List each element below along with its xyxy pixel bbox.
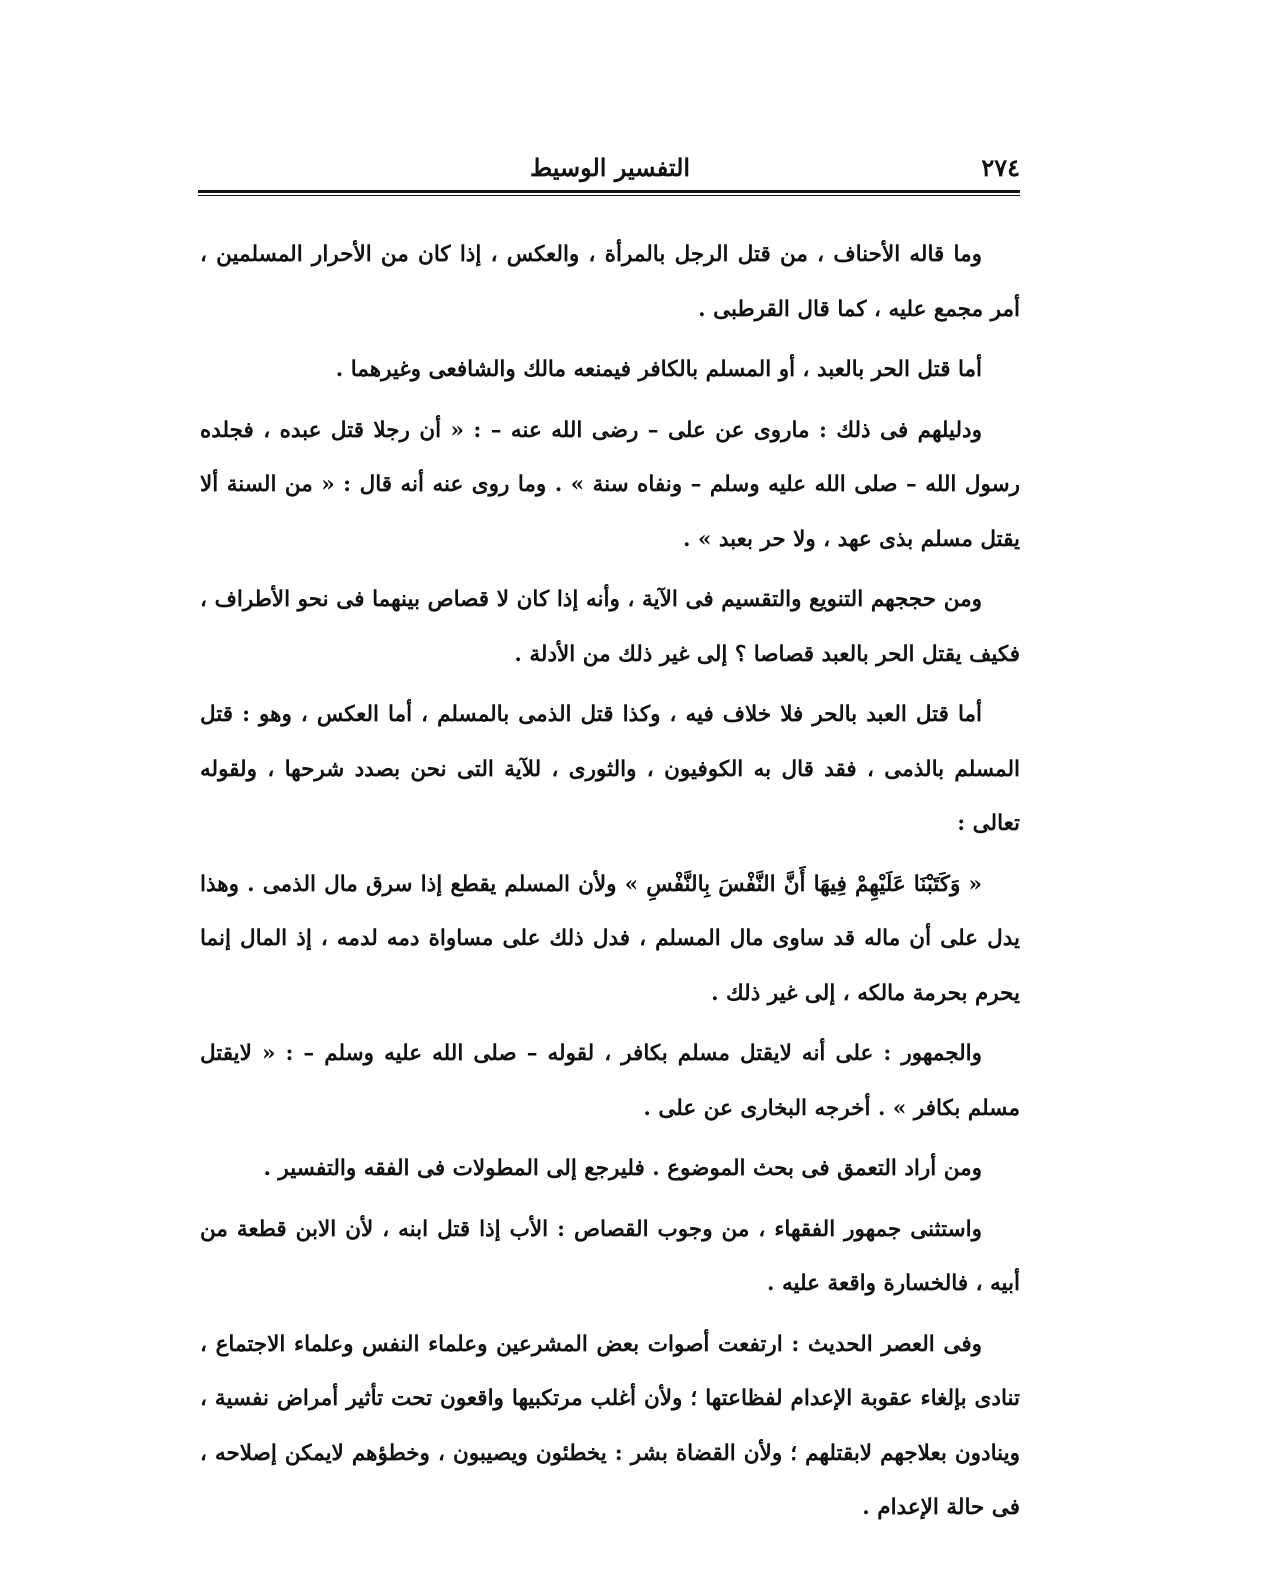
paragraph-9: واستثنى جمهور الفقهاء ، من وجوب القصاص : الأب إذا قتل ابنه ، لأن الابن قطعة من أبيه ، فالخسارة واقعة عليه . <box>200 1216 1020 1296</box>
page-body <box>200 228 1020 1542</box>
paragraph-8: ومن أراد التعمق فى بحث الموضوع . فليرجع إلى المطولات فى الفقه والتفسير . <box>263 1156 982 1181</box>
running-head <box>200 150 1020 186</box>
paragraph-4: ومن حججهم التنويع والتقسيم فى الآية ، وأنه إذا كان لا قصاص بينهما فى نحو الأطراف ، فكيف يقتل الحر بالعبد قصاصا ؟ إلى غير ذلك من الأدلة . <box>200 587 1020 667</box>
header-rule <box>198 190 1020 196</box>
paragraph-6: « وَكَتَبْنَا عَلَيْهِمْ فِيهَا أَنَّ النَّفْسَ بِالنَّفْسِ » ولأن المسلم يقطع إذا سرق مال الذمى . وهذا يدل على أن ماله قد ساوى مال المسلم ، فدل ذلك على مساواة دمه لدمه ، إذ المال إنما يحرم بحرمة مالكه ، إلى غير ذلك . <box>200 871 1020 1006</box>
book-title: التفسير الوسيط <box>529 153 691 182</box>
paragraph-2: أما قتل الحر بالعبد ، أو المسلم بالكافر فيمنعه مالك والشافعى وغيرهما . <box>335 357 982 382</box>
paragraph-5: أما قتل العبد بالحر فلا خلاف فيه ، وكذا قتل الذمى بالمسلم ، أما العكس ، وهو : قتل المسلم بالذمى ، فقد قال به الكوفيون ، والثورى ، للآية التى نحن بصدد شرحها ، ولقوله تعالى : <box>200 702 1020 836</box>
paragraph-1: وما قاله الأحناف ، من قتل الرجل بالمرأة ، والعكس ، إذا كان من الأحرار المسلمين ، أمر مجمع عليه ، كما قال القرطبى . <box>200 242 1020 322</box>
page-number: ٢٧٤ <box>981 153 1020 182</box>
paragraph-3: ودليلهم فى ذلك : ماروى عن على – رضى الله عنه – : « أن رجلا قتل عبده ، فجلده رسول الله – صلى الله عليه وسلم – ونفاه سنة » . وما روى عنه أنه قال : « من السنة ألا يقتل مسلم بذى عهد ، ولا حر بعبد » . <box>200 417 1020 552</box>
paragraph-7: والجمهور : على أنه لايقتل مسلم بكافر ، لقوله – صلى الله عليه وسلم – : « لايقتل مسلم بكافر » . أخرجه البخارى عن على . <box>200 1041 1020 1121</box>
paragraph-10: وفى العصر الحديث : ارتفعت أصوات بعض المشرعين وعلماء النفس وعلماء الاجتماع ، تنادى بإلغاء عقوبة الإعدام لفظاعتها ؛ ولأن أغلب مرتكبيها واقعون تحت تأثير أمراض نفسية ، وينادون بعلاجهم لابقتلهم ؛ ولأن القضاة بشر : يخطئون ويصيبون ، وخطؤهم لايمكن إصلاحه ، فى حالة الإعدام . <box>200 1331 1020 1520</box>
